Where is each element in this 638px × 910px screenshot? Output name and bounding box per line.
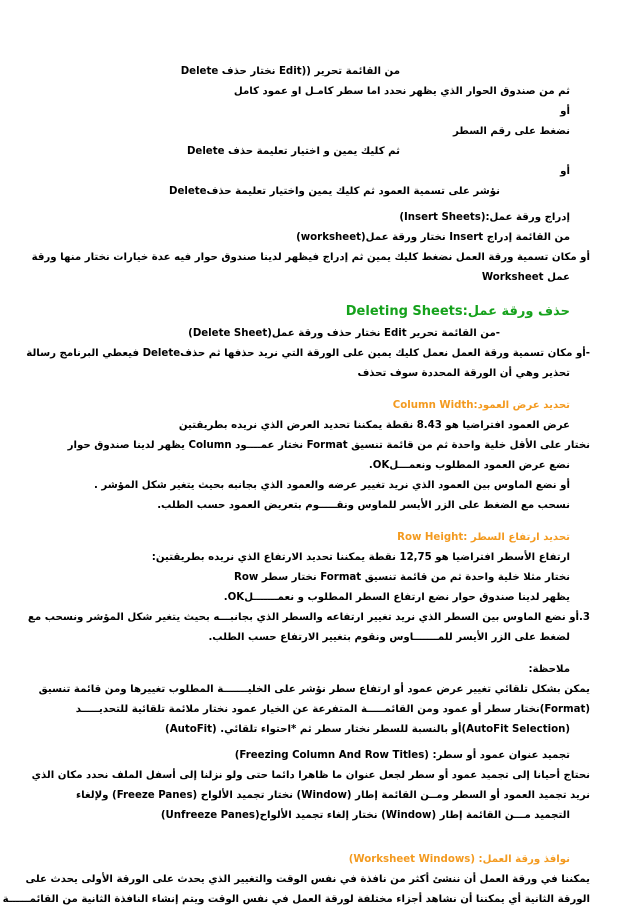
text-line: (Format)نختار سطر أو عمود ومن القائمـــــة المتفرعة عن الخيار عمود نختار ملائمة تلقائية للتحديـــــد <box>75 704 590 715</box>
text-line: نضع عرض العمود المطلوب ونعمـــلOK. <box>368 460 570 471</box>
text-line: نضغط على رقم السطر <box>452 126 570 137</box>
text-line: من القائمة إدراج Insert نختار ورقة عمل(worksheet) <box>296 232 570 243</box>
insert-sheets-section <box>31 208 590 288</box>
section-heading: ملاحظة: <box>528 664 570 675</box>
text-line: -أو مكان تسمية ورقة العمل نعمل كليك يمين على الورقة التي نريد حذفها ثم حذفDelete فيعطي البرنامج رسالة <box>26 348 590 359</box>
text-line: نختار على الأقل خلية واحدة ثم من قائمة تنسيق Format نختار عمــــود Column يظهر لدينا صندوق حوار <box>67 440 590 451</box>
column-width-section <box>67 396 590 516</box>
text-line: ثم كليك يمين و اختيار تعليمة حذف Delete <box>186 146 400 157</box>
text-line: عمل Worksheet <box>481 272 570 283</box>
text-line: -من القائمة تحرير Edit نختار حذف ورقة عمل(Delete Sheet) <box>188 328 500 339</box>
text-line: نؤشر على تسمية العمود ثم كليك يمين واختيار تعليمة حذفDelete <box>169 186 500 197</box>
text-line: أو نضع الماوس بين العمود الذي نريد تغيير عرضه والعمود الذي بجانبه بحيث يتغير شكل المؤشر . <box>93 480 570 491</box>
text-line: التجميد مـــن القائمة إطار (Window) نختار إلغاء تجميد الألواح(Unfreeze Panes) <box>160 810 570 821</box>
worksheet-windows-section <box>2 850 590 910</box>
text-line: تحذير وهي أن الورقة المحددة سوف تحذف <box>357 368 570 379</box>
text-line: نختار مثلا خلية واحدة ثم من قائمة تنسيق Format نختار سطر Row <box>234 572 570 583</box>
text-line: لضغط على الزر الأيسر للمـــــــاوس ونقوم بتغيير الارتفاع حسب الطلب. <box>208 632 570 643</box>
text-line: نحتاج أحيانا إلى تجميد عمود أو سطر لجعل عنوان ما ظاهرا دائما حتى ولو نزلنا إلى أسفل الملف نحدد مكان الذي <box>31 770 590 781</box>
text-line: يظهر لدينا صندوق حوار نضع ارتفاع السطر المطلوب و نعمـــــــلOK. <box>223 592 570 603</box>
row-height-section <box>27 528 590 648</box>
delete-section <box>70 62 570 202</box>
section-heading: تحديد ارتفاع السطر :Row Height <box>397 532 570 543</box>
text-line: عرض العمود افتراضيا هو 8.43 نقطة يمكننا تحديد العرض الذي نريده بطريقتين <box>178 420 570 431</box>
text-line: ثم من صندوق الحوار الذي يظهر نحدد اما سطر كامـل او عمود كامل <box>233 86 570 97</box>
text-line: أو <box>560 106 570 117</box>
deleting-sheets-section <box>26 300 590 384</box>
text-line: ارتفاع الأسطر افتراضيا هو 12,75 نقطة يمكننا تحديد الارتفاع الذي نريده بطريقتين: <box>151 552 570 563</box>
text-line: (AutoFit Selection)أو بالنسبة للسطر نختار سطر ثم *احتواء تلقائي. (AutoFit) <box>165 724 570 735</box>
text-line: يمكننا في ورقة العمل أن ننشئ أكثر من نافذة في نفس الوقت والتغيير الذي يحدث على الورقة الأولى يحدث على <box>25 874 590 885</box>
text-line: نسحب مع الضغط على الزر الأيسر للماوس ونقـــــوم بتعريض العمود حسب الطلب. <box>157 500 570 511</box>
document-page <box>2 62 590 910</box>
text-line: يمكن بشكل تلقائي تغيير عرض عمود أو ارتفاع سطر نؤشر على الخليـــــــة المطلوب تغييرها ومن قائمة تنسيق <box>38 684 590 695</box>
text-line: أو مكان تسمية ورقة العمل نضغط كليك يمين ثم إدراج فيظهر لدينا صندوق حوار فيه عدة خيارات نختار منها ورقة <box>31 252 590 263</box>
text-line: 3.أو نضع الماوس بين السطر الذي نريد تغيير ارتفاعه والسطر الذي بجانبـــه بحيث يتغير شكل المؤشر ونسحب مع <box>27 612 590 623</box>
text-line: من القائمة تحرير ((Edit نختار حذف Delete <box>180 66 400 77</box>
section-heading: تجميد عنوان عمود أو سطر: (Freezing Column And Row Titles) <box>234 750 570 761</box>
text-line: أو <box>560 166 570 177</box>
section-heading: حذف ورقة عمل:Deleting Sheets <box>345 304 570 319</box>
text-line: نريد تجميد العمود أو السطر ومــن القائمة إطار (Window) نختار تجميد الألواح (Freeze Panes) ولإلغاء <box>75 790 590 801</box>
notes-section <box>38 660 590 740</box>
section-heading: نوافذ ورقة العمل: (Worksheet Windows) <box>348 854 570 865</box>
freezing-section <box>31 746 590 826</box>
text-line: الورقة الثانية أي يمكننا أن نشاهد أجزاء مختلفة لورقة العمل في نفس الوقت ويتم إنشاء النافذة الثانية من القائمــــــة <box>2 894 590 905</box>
section-heading: تحديد عرض العمود:Column Width <box>392 400 570 411</box>
section-heading: إدراج ورقة عمل:(Insert Sheets) <box>399 212 570 223</box>
